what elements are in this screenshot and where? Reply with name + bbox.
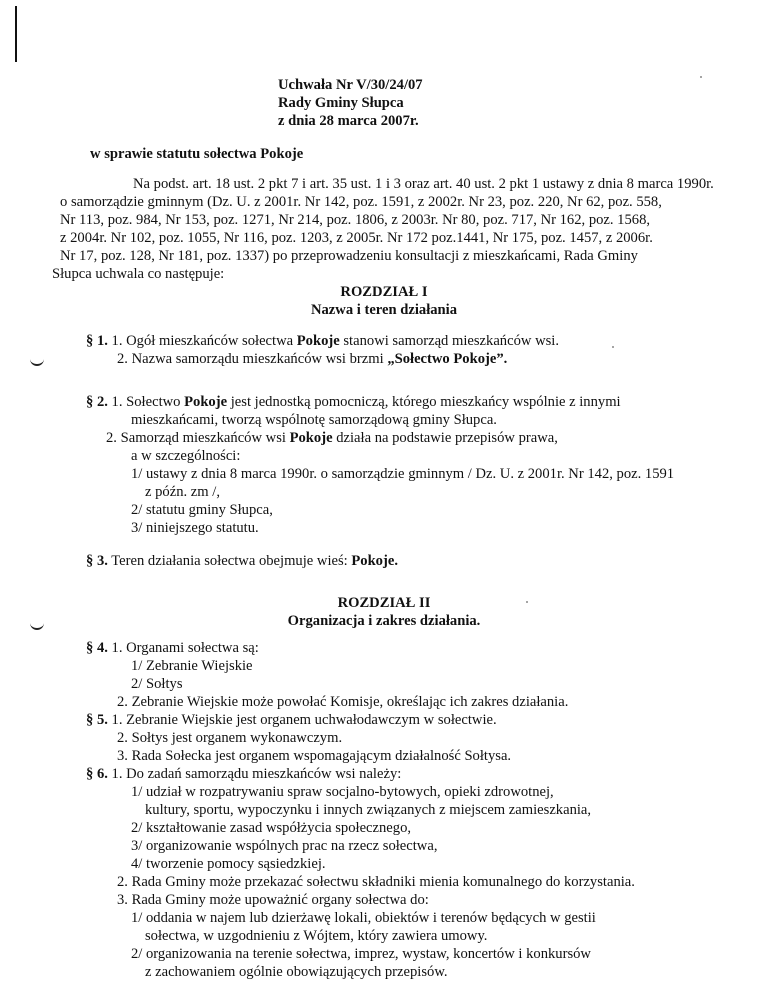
text: Teren działania sołectwa obejmuje wieś:	[107, 553, 352, 569]
chapter-title: ROZDZIAŁ I	[340, 284, 428, 300]
paragraph-line: 3/ organizowanie wspólnych prac na rzecz sołectwa,	[131, 838, 438, 854]
resolution-subject: w sprawie statutu sołectwa Pokoje	[90, 146, 304, 162]
chapter-title: ROZDZIAŁ II	[337, 595, 431, 611]
paragraph-line: 3. Rada Gminy może upoważnić organy sołectwa do:	[117, 892, 429, 908]
paragraph-line: 1/ ustawy z dnia 8 marca 1990r. o samorządzie gminnym / Dz. U. z 2001r. Nr 142, poz. 1591	[131, 466, 675, 482]
paragraph-line: 2/ Sołtys	[131, 676, 183, 692]
text-bold: Pokoje	[296, 333, 340, 349]
paragraph-line	[106, 429, 558, 447]
text: 1. Ogół mieszkańców sołectwa	[111, 333, 297, 349]
text: 1. Zebranie Wiejskie jest organem uchwałodawczym w sołectwie.	[111, 712, 497, 728]
paragraph-number: § 1.	[86, 333, 108, 349]
paragraph-line: z zachowaniem ogólnie obowiązujących przepisów.	[145, 964, 448, 980]
text: 1. Do zadań samorządu mieszkańców wsi należy:	[111, 766, 402, 782]
paragraph-line: 1/ oddania w najem lub dzierżawę lokali, obiektów i terenów będących w gestii	[131, 910, 596, 926]
paragraph-1-item-2	[117, 350, 507, 368]
scan-margin-mark	[15, 6, 17, 62]
paragraph-line: 4/ tworzenie pomocy sąsiedzkiej.	[131, 856, 326, 872]
text-bold: Pokoje	[184, 394, 228, 410]
paragraph-number: § 3.	[86, 553, 108, 569]
preamble-line: Nr 113, poz. 984, Nr 153, poz. 1271, Nr 214, poz. 1806, z 2003r. Nr 80, poz. 717, Nr 162, poz. 1568,	[60, 212, 651, 228]
paragraph-line: 3/ niniejszego statutu.	[131, 520, 259, 536]
paragraph-line: 2/ statutu gminy Słupca,	[131, 502, 273, 518]
paragraph-number: § 5.	[86, 712, 108, 728]
resolution-number: Uchwała Nr V/30/24/07	[278, 77, 423, 93]
paragraph-1	[86, 332, 559, 350]
preamble-line: z 2004r. Nr 102, poz. 1055, Nr 116, poz. 1203, z 2005r. Nr 172 poz.1441, Nr 175, poz. 1457, z 2006r.	[60, 230, 653, 246]
scan-speck	[612, 346, 614, 348]
text-bold: „Sołectwo Pokoje”.	[387, 351, 508, 367]
paragraph-line: z późn. zm /,	[145, 484, 220, 500]
scan-speck	[700, 76, 702, 78]
text-bold: Pokoje.	[351, 553, 398, 569]
text: stanowi samorząd mieszkańców wsi.	[339, 333, 559, 349]
issuing-body: Rady Gminy Słupca	[278, 95, 404, 111]
text: jest jednostką pomocniczą, którego mieszkańcy wspólnie z innymi	[227, 394, 621, 410]
paragraph-2	[86, 393, 621, 411]
paragraph-number: § 2.	[86, 394, 108, 410]
resolution-date: z dnia 28 marca 2007r.	[278, 113, 419, 129]
paragraph-line: kultury, sportu, wypoczynku i innych związanych z miejscem zamieszkania,	[145, 802, 592, 818]
text: 2. Nazwa samorządu mieszkańców wsi brzmi	[117, 351, 388, 367]
paragraph-line: 2/ organizowania na terenie sołectwa, imprez, wystaw, koncertów i konkursów	[131, 946, 591, 962]
paragraph-line: 2/ kształtowanie zasad współżycia społecznego,	[131, 820, 412, 836]
paragraph-line: a w szczególności:	[131, 448, 241, 464]
text: działa na podstawie przepisów prawa,	[332, 430, 558, 446]
paragraph-3	[86, 552, 398, 570]
chapter-subtitle: Nazwa i teren działania	[310, 302, 458, 318]
preamble-line: Słupca uchwala co następuje:	[52, 266, 225, 282]
paragraph-line: mieszkańcami, tworzą wspólnotę samorządową gminy Słupca.	[131, 412, 497, 428]
paragraph-line: 2. Rada Gminy może przekazać sołectwu składniki mienia komunalnego do korzystania.	[117, 874, 635, 890]
text-bold: Pokoje	[289, 430, 333, 446]
text: 1. Organami sołectwa są:	[111, 640, 259, 656]
paragraph-number: § 4.	[86, 640, 108, 656]
paragraph-line: 3. Rada Sołecka jest organem wspomagającym działalność Sołtysa.	[117, 748, 512, 764]
scan-hole-mark	[30, 358, 44, 366]
paragraph-line: 1/ Zebranie Wiejskie	[131, 658, 253, 674]
paragraph-line: sołectwa, w uzgodnieniu z Wójtem, który zawiera umowy.	[145, 928, 488, 944]
paragraph-6	[86, 765, 401, 783]
text: 2. Samorząd mieszkańców wsi	[106, 430, 290, 446]
text: 1. Sołectwo	[111, 394, 185, 410]
paragraph-number: § 6.	[86, 766, 108, 782]
paragraph-line: 2. Zebranie Wiejskie może powołać Komisje, określając ich zakres działania.	[117, 694, 569, 710]
preamble-line: Na podst. art. 18 ust. 2 pkt 7 i art. 35 ust. 1 i 3 oraz art. 40 ust. 2 pkt 1 ustawy z dnia 8 marca 1990r.	[133, 176, 714, 192]
paragraph-4	[86, 639, 259, 657]
paragraph-line: 1/ udział w rozpatrywaniu spraw socjalno-bytowych, opieki zdrowotnej,	[131, 784, 554, 800]
paragraph-5	[86, 711, 497, 729]
preamble-line: o samorządzie gminnym (Dz. U. z 2001r. Nr 142, poz. 1591, z 2002r. Nr 23, poz. 220, Nr 62, poz. 558,	[60, 194, 662, 210]
chapter-subtitle: Organizacja i zakres działania.	[287, 613, 481, 629]
preamble-line: Nr 17, poz. 128, Nr 181, poz. 1337) po przeprowadzeniu konsultacji z mieszkańcami, Rada Gminy	[60, 248, 638, 264]
paragraph-line: 2. Sołtys jest organem wykonawczym.	[117, 730, 343, 746]
